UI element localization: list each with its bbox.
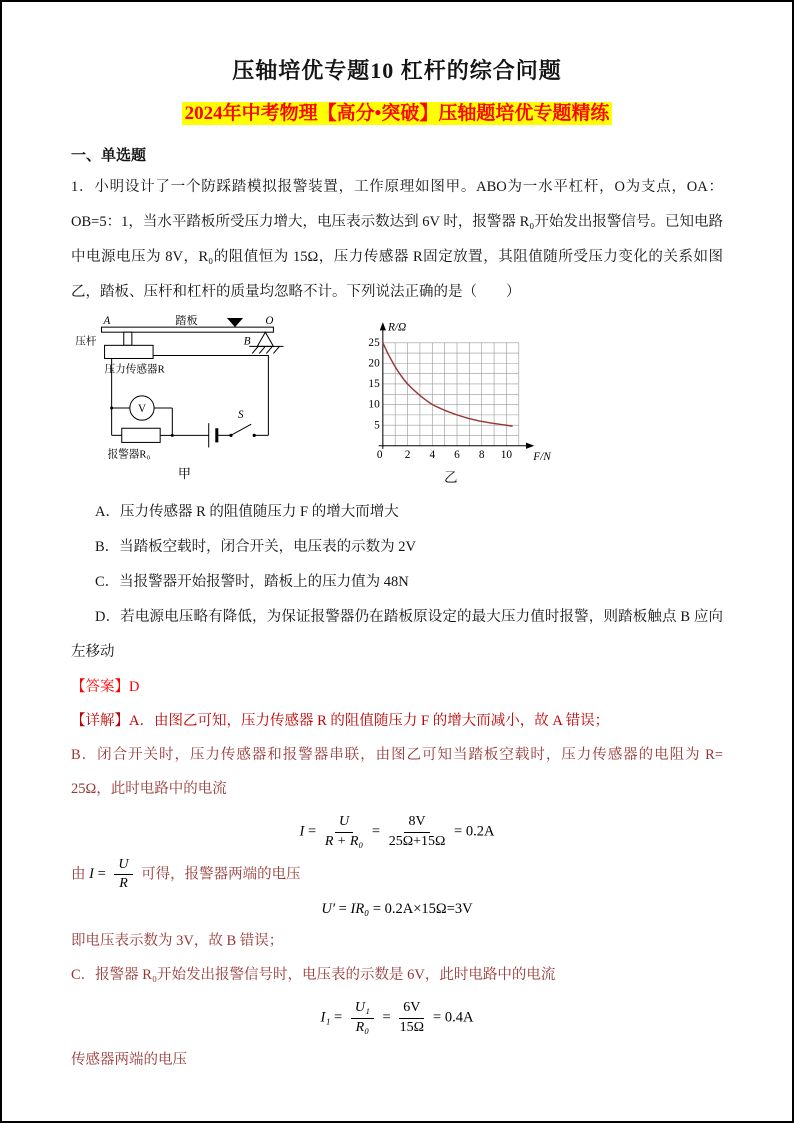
y-tick-5: 5 bbox=[374, 419, 380, 432]
subtitle-row bbox=[71, 98, 723, 125]
label-sensor: 压力传感器R bbox=[104, 364, 165, 376]
formula-term: = bbox=[97, 866, 106, 883]
formula-term: = bbox=[338, 901, 347, 918]
x-tick-8: 8 bbox=[478, 449, 485, 462]
explanation-b-conclusion: 即电压表示数为 3V，故 B 错误； bbox=[71, 933, 284, 950]
label-point-b: B bbox=[243, 335, 251, 348]
formula-alarm-voltage bbox=[71, 901, 723, 918]
pressure-sensor bbox=[105, 345, 154, 358]
text-fragment: 由 bbox=[71, 866, 86, 883]
page-subtitle: 2024年中考物理【高分•突破】压轴题培优专题精练 bbox=[182, 102, 613, 125]
x-tick-2: 2 bbox=[404, 449, 411, 462]
press-rod bbox=[124, 332, 132, 345]
x-axis-arrow bbox=[526, 443, 534, 449]
label-pedal: 踏板 bbox=[175, 315, 198, 328]
option-d: D．若电源电压略有降低，为保证报警器仍在踏板原设定的最大压力值时报警，则踏板触点 B 应向左移动 bbox=[71, 609, 723, 660]
inline-formula bbox=[89, 856, 141, 892]
fraction bbox=[351, 1000, 374, 1037]
x-tick-0: 0 bbox=[376, 449, 383, 462]
fraction bbox=[399, 1000, 424, 1037]
explanation-a: 【详解】A．由图乙可知，压力传感器 R 的阻值随压力 F 的增大而减小，故 A 错误； bbox=[71, 713, 610, 729]
fraction-numerator: U₁ bbox=[351, 1000, 374, 1019]
switch-icon bbox=[231, 424, 251, 435]
y-axis-arrow bbox=[380, 322, 386, 330]
formula-term: I bbox=[89, 866, 94, 883]
explanation-c-followup: 传感器两端的电压 bbox=[71, 1051, 187, 1068]
figure-a-caption: 甲 bbox=[177, 465, 192, 481]
grid-horizontal-lines bbox=[383, 343, 519, 436]
formula-term: = bbox=[308, 823, 317, 840]
formula-term: = bbox=[454, 823, 463, 840]
explanation-b: B．闭合开关时，压力传感器和报警器串联，由图乙可知当踏板空载时，压力传感器的电阻为 R= 25Ω，此时电路中的电流 bbox=[71, 747, 723, 797]
explanation-b-derive bbox=[71, 857, 723, 894]
fraction-numerator: U bbox=[114, 857, 132, 876]
formula-result: 0.4A bbox=[444, 1009, 474, 1026]
circuit-wire bbox=[153, 355, 268, 435]
x-tick-6: 6 bbox=[454, 449, 460, 462]
fraction-numerator: U bbox=[335, 814, 353, 833]
label-point-o: O bbox=[265, 315, 274, 328]
option-a: A．压力传感器 R 的阻值随压力 F 的增大而增大 bbox=[95, 504, 399, 520]
resistance-force-graph bbox=[354, 317, 560, 487]
formula-term: U′ bbox=[321, 901, 336, 918]
fraction-denominator: R + R₀ bbox=[324, 833, 364, 849]
answer-line: 【答案】D bbox=[71, 679, 140, 695]
x-tick-4: 4 bbox=[429, 449, 436, 462]
y-tick-20: 20 bbox=[368, 357, 380, 370]
page-title: 压轴培优专题10 杠杆的综合问题 bbox=[232, 58, 562, 83]
y-tick-25: 25 bbox=[368, 336, 380, 349]
formula-current-total bbox=[71, 814, 723, 851]
formula-term: I bbox=[299, 823, 305, 840]
option-b: B．当踏板空载时，闭合开关，电压表的示数为 2V bbox=[95, 539, 417, 555]
junction-dot bbox=[110, 407, 113, 410]
figure-row bbox=[73, 315, 723, 495]
fraction-denominator: R₀ bbox=[355, 1019, 370, 1035]
formula-current-alarm bbox=[71, 1000, 723, 1037]
label-point-a: A bbox=[103, 315, 111, 328]
question-stem: 1．小明设计了一个防踩踏模拟报警装置，工作原理如图甲。ABO为一水平杠杆，O为支点，OA：OB=5：1，当水平踏板所受压力增大，电压表示数达到 6V 时，报警器 R₀开始发出报警信号。已知电路中电源电压为 8V，R₀的阻值恒为 15Ω，压力传感器 R固定放置，其阻值随所受压力变化的关系如图乙，踏板、压杆和杠杆的质量均忽略不计。下列说法正确的是（ ） bbox=[71, 179, 723, 300]
alarm-resistor bbox=[122, 428, 160, 442]
formula-term: IR₀ bbox=[350, 901, 370, 918]
fraction bbox=[325, 814, 363, 851]
formula-term: = bbox=[382, 1009, 391, 1026]
x-axis-label: F/N bbox=[533, 451, 551, 464]
label-press-rod: 压杆 bbox=[75, 336, 97, 348]
lever-bar bbox=[102, 327, 274, 332]
y-tick-15: 15 bbox=[368, 378, 380, 391]
voltmeter-label: V bbox=[137, 403, 146, 416]
label-alarm: 报警器R₀ bbox=[107, 449, 151, 461]
fraction-denominator: 25Ω+15Ω bbox=[388, 833, 446, 849]
text-fragment: 可得，报警器两端的电压 bbox=[141, 866, 301, 883]
lever-circuit-diagram bbox=[73, 315, 306, 495]
x-tick-10: 10 bbox=[500, 449, 513, 462]
fraction bbox=[389, 814, 446, 851]
explanation-c: C．报警器 R₀开始发出报警信号时，电压表的示数是 6V，此时电路中的电流 bbox=[71, 967, 556, 984]
formula-term: = bbox=[433, 1009, 442, 1026]
label-switch: S bbox=[238, 409, 244, 422]
fraction-denominator: 15Ω bbox=[399, 1019, 425, 1035]
fraction bbox=[114, 857, 132, 894]
y-tick-10: 10 bbox=[368, 398, 380, 411]
fraction-numerator: 8V bbox=[404, 814, 429, 833]
fulcrum-icon bbox=[257, 332, 273, 346]
section-heading: 一、单选题 bbox=[71, 148, 147, 164]
fraction-numerator: 6V bbox=[399, 1000, 424, 1019]
formula-result: 0.2A×15Ω=3V bbox=[384, 901, 473, 918]
resistance-curve bbox=[383, 343, 513, 426]
formula-term: = bbox=[371, 823, 381, 840]
fraction-denominator: R bbox=[119, 876, 128, 892]
hatch-lines bbox=[252, 346, 279, 353]
formula-result: 0.2A bbox=[465, 823, 495, 840]
option-c: C．当报警器开始报警时，踏板上的压力值为 48N bbox=[95, 574, 409, 590]
formula-term: = bbox=[334, 1009, 343, 1026]
figure-b-caption: 乙 bbox=[444, 469, 458, 485]
formula-term: = bbox=[372, 901, 382, 918]
formula-term: I₁ bbox=[320, 1009, 331, 1026]
y-axis-label: R/Ω bbox=[387, 321, 407, 334]
pedal-contact-icon bbox=[227, 318, 243, 327]
